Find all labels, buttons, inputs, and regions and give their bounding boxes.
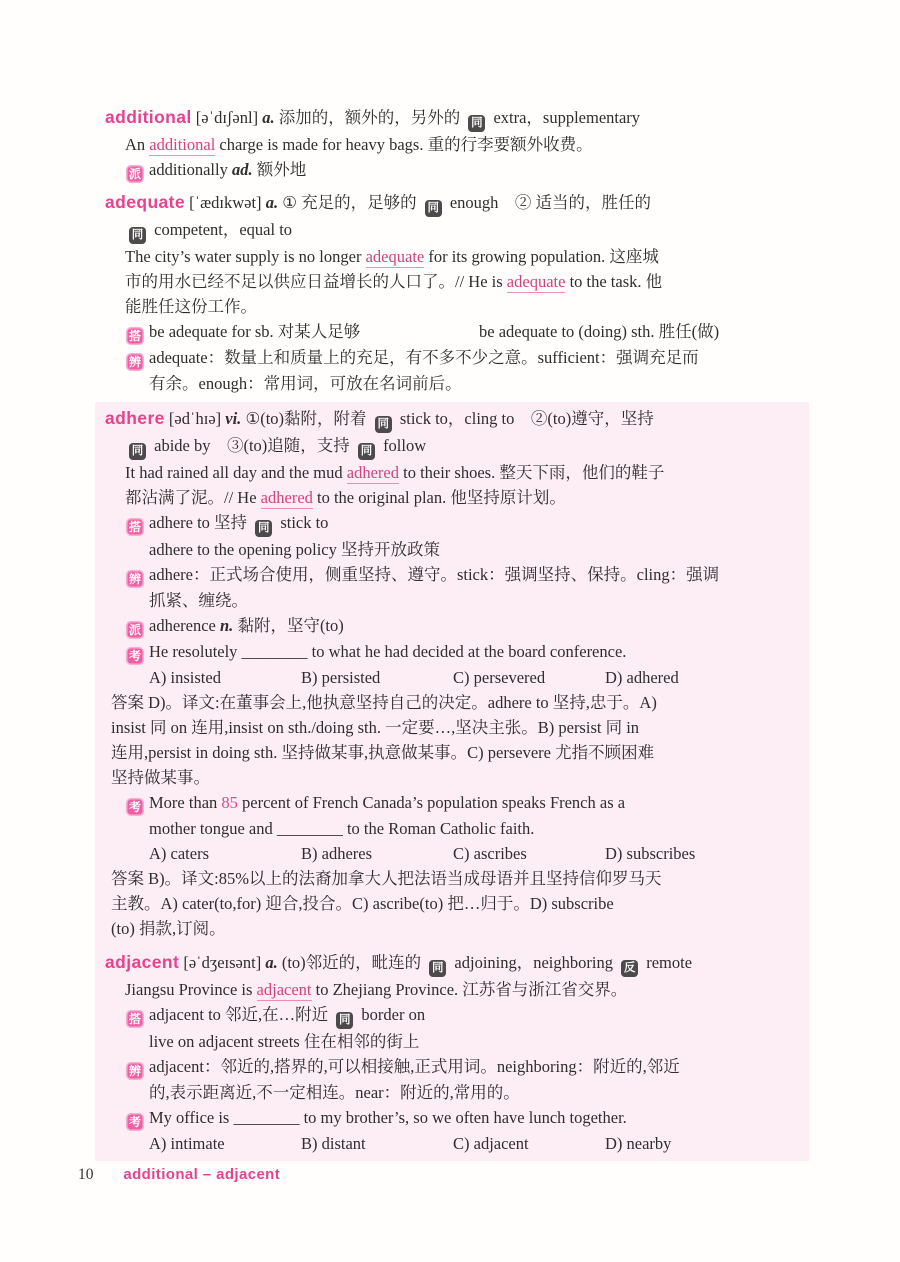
text-line: [105, 639, 793, 665]
highlight-number: 85: [221, 793, 238, 812]
part-of-speech: a.: [265, 193, 279, 212]
synonym-icon: 同: [429, 960, 446, 977]
text-line: [105, 588, 793, 613]
text: be adequate to (doing) sth. 胜任(做): [479, 322, 720, 341]
text: [ədˈhɪə]: [164, 409, 226, 428]
entry-adhere: [95, 402, 809, 946]
text-line: [105, 537, 793, 562]
option-label: A) insisted: [149, 668, 221, 687]
discrimination-icon: 辨: [126, 1062, 144, 1080]
text: 都沾满了泥。// He: [125, 488, 261, 507]
text: abide by ③(to)追随，支持: [150, 436, 354, 455]
text: enough ② 适当的，胜任的: [445, 193, 652, 212]
part-of-speech: vi.: [225, 409, 242, 428]
exam-question-icon: 考: [126, 798, 144, 816]
text: additionally: [149, 160, 232, 179]
text: 额外地: [252, 160, 307, 179]
text-line: [105, 790, 793, 816]
text: 有余。enough：常用词，可放在名词前后。: [149, 374, 462, 393]
underlined-word: adequate: [365, 247, 425, 266]
underlined-word: adhered: [260, 488, 313, 507]
text-line: [105, 345, 793, 371]
text-line: [105, 715, 793, 740]
text-line: [105, 916, 793, 941]
text: follow: [378, 436, 427, 455]
text: adhere to 坚持: [149, 513, 252, 532]
text-line: [105, 891, 793, 916]
text-line: [105, 613, 793, 639]
discrimination-icon: 辨: [126, 353, 144, 371]
text: The city’s water supply is no longer: [125, 247, 366, 266]
synonym-icon: 同: [358, 443, 375, 460]
text: insist 同 on 连用,insist on sth./doing sth. 一定要…,坚决主张。B) persist 同 in: [111, 718, 640, 737]
text: 连用,persist in doing sth. 坚持做某事,执意做某事。C) persevere 尤指不顾困难: [111, 743, 655, 762]
text-line: [105, 1105, 793, 1131]
option-label: B) distant: [301, 1134, 366, 1153]
text-line: [105, 132, 793, 157]
text: mother tongue and ________ to the Roman Catholic faith.: [149, 819, 535, 838]
text: ① 充足的，足够的: [278, 193, 421, 212]
text: stick to，cling to ②(to)遵守，坚持: [395, 409, 654, 428]
text: An: [125, 135, 150, 154]
text: adhere：正式场合使用，侧重坚持、遵守。stick：强调坚持、保持。cling：强调: [149, 565, 720, 584]
derivative-icon: 派: [126, 165, 144, 183]
text-line: [105, 841, 793, 866]
entries: [105, 104, 793, 1161]
text: 能胜任这份工作。: [125, 297, 257, 316]
text-line: [105, 294, 793, 319]
text-line: [105, 460, 793, 485]
text-line: [105, 1029, 793, 1054]
text-line: [105, 950, 793, 977]
exam-question-icon: 考: [126, 647, 144, 665]
text: percent of French Canada’s population speaks French as a: [237, 793, 626, 812]
synonym-icon: 同: [336, 1012, 353, 1029]
derivative-icon: 派: [126, 621, 144, 639]
synonym-icon: 同: [255, 520, 272, 537]
text: More than: [149, 793, 222, 812]
text-line: [105, 562, 793, 588]
text: adherence: [149, 616, 220, 635]
text-line: [105, 816, 793, 841]
text: adhere to the opening policy 坚持开放政策: [149, 540, 440, 559]
text-line: [105, 977, 793, 1002]
footer-headword-range: additional – adjacent: [123, 1166, 281, 1183]
text: stick to: [276, 513, 329, 532]
underlined-word: adjacent: [256, 980, 312, 999]
entry-additional: [105, 104, 793, 184]
headword: adequate: [105, 192, 186, 212]
text-line: [105, 371, 793, 396]
text: adjacent to 邻近,在…附近: [149, 1005, 333, 1024]
part-of-speech: a.: [262, 108, 275, 127]
antonym-icon: 反: [621, 960, 638, 977]
text-line: [105, 157, 793, 183]
collocation-icon: 搭: [126, 327, 144, 345]
text: [əˈdɪʃənl]: [191, 108, 263, 127]
part-of-speech: a.: [265, 953, 278, 972]
synonym-icon: 同: [468, 115, 485, 132]
collocation-text: be adequate for sb. 对某人足够: [149, 322, 361, 341]
text: live on adjacent streets 住在相邻的街上: [149, 1032, 420, 1051]
text: ①(to)黏附，附着: [241, 409, 371, 428]
part-of-speech: n.: [220, 616, 234, 635]
dictionary-content: [105, 104, 793, 1161]
text-line: [105, 866, 793, 891]
text: [əˈdʒeɪsənt]: [179, 953, 266, 972]
text: adequate：数量上和质量上的充足，有不多不少之意。sufficient：强调充足而: [149, 348, 699, 367]
text-line: [105, 105, 793, 132]
headword: adhere: [105, 408, 165, 428]
synonym-icon: 同: [129, 227, 146, 244]
text-line: [105, 190, 793, 217]
text: 坚持做某事。: [111, 768, 210, 787]
text-line: [105, 1054, 793, 1080]
text-line: [105, 665, 793, 690]
text-line: [105, 433, 793, 460]
text-line: [105, 1080, 793, 1105]
text: 添加的，额外的，另外的: [274, 108, 465, 127]
text-line: [105, 510, 793, 537]
part-of-speech: ad.: [231, 160, 253, 179]
underlined-word: adhered: [346, 463, 399, 482]
text-line: [105, 1131, 793, 1156]
text-line: [105, 406, 793, 433]
option-label: C) persevered: [453, 668, 546, 687]
text-line: [105, 740, 793, 765]
text: My office is ________ to my brother’s, so we often have lunch together.: [149, 1108, 627, 1127]
text: competent，equal to: [150, 220, 293, 239]
headword: adjacent: [105, 952, 180, 972]
text: (to)邻近的，毗连的: [277, 953, 426, 972]
text: D) subscribes: [605, 844, 696, 863]
text: D) adhered: [605, 668, 679, 687]
text-line: [105, 269, 793, 294]
text: 的,表示距离近,不一定相连。near：附近的,常用的。: [149, 1083, 520, 1102]
text-line: [105, 485, 793, 510]
exam-question-icon: 考: [126, 1113, 144, 1131]
text-line: [105, 765, 793, 790]
text: D) nearby: [605, 1134, 672, 1153]
text: adjoining，neighboring: [450, 953, 618, 972]
text: 抓紧、缠绕。: [149, 591, 248, 610]
text: 答案 D)。译文:在董事会上,他执意坚持自己的决定。adhere to 坚持,忠于。A): [111, 693, 657, 712]
text: [ˈædɪkwət]: [185, 193, 266, 212]
option-label: A) intimate: [149, 1134, 225, 1153]
option-label: A) caters: [149, 844, 210, 863]
text: to Zhejiang Province. 江苏省与浙江省交界。: [311, 980, 628, 999]
text: to the original plan. 他坚持原计划。: [312, 488, 566, 507]
page-number: 10: [78, 1166, 94, 1183]
page-footer: [78, 1166, 280, 1184]
text: Jiangsu Province is: [125, 980, 257, 999]
headword: additional: [105, 107, 192, 127]
option-label: C) adjacent: [453, 1134, 529, 1153]
text: to their shoes. 整天下雨，他们的鞋子: [398, 463, 665, 482]
option-label: B) adheres: [301, 844, 373, 863]
text: to the task. 他: [565, 272, 663, 291]
underlined-word: additional: [149, 135, 216, 154]
text: He resolutely ________ to what he had decided at the board conference.: [149, 642, 627, 661]
entry-adjacent: [95, 946, 809, 1161]
collocation-icon: 搭: [126, 518, 144, 536]
synonym-icon: 同: [375, 416, 392, 433]
text: charge is made for heavy bags. 重的行李要额外收费。: [215, 135, 593, 154]
synonym-icon: 同: [129, 443, 146, 460]
text: 黏附，坚守(to): [233, 616, 344, 635]
text: (to) 捐款,订阅。: [111, 919, 226, 938]
text: border on: [357, 1005, 426, 1024]
text-line: [105, 1002, 793, 1029]
text: It had rained all day and the mud: [125, 463, 347, 482]
underlined-word: adequate: [506, 272, 566, 291]
option-label: B) persisted: [301, 668, 381, 687]
text-line: [105, 244, 793, 269]
option-label: C) ascribes: [453, 844, 527, 863]
discrimination-icon: 辨: [126, 570, 144, 588]
collocation-icon: 搭: [126, 1010, 144, 1028]
text: 主教。A) cater(to,for) 迎合,投合。C) ascribe(to) 把…归于。D) subscribe: [111, 894, 614, 913]
text-line: [105, 217, 793, 244]
text-line: [105, 319, 793, 345]
text: remote: [642, 953, 693, 972]
text: adjacent：邻近的,搭界的,可以相接触,正式用词。neighboring：附近的,邻近: [149, 1057, 680, 1076]
text-line: [105, 690, 793, 715]
text: for its growing population. 这座城: [424, 247, 659, 266]
text: 市的用水已经不足以供应日益增长的人口了。// He is: [125, 272, 507, 291]
synonym-icon: 同: [425, 200, 442, 217]
text: extra，supplementary: [489, 108, 641, 127]
entry-adequate: [105, 189, 793, 397]
text: 答案 B)。译文:85%以上的法裔加拿大人把法语当成母语并且坚持信仰罗马天: [111, 869, 662, 888]
